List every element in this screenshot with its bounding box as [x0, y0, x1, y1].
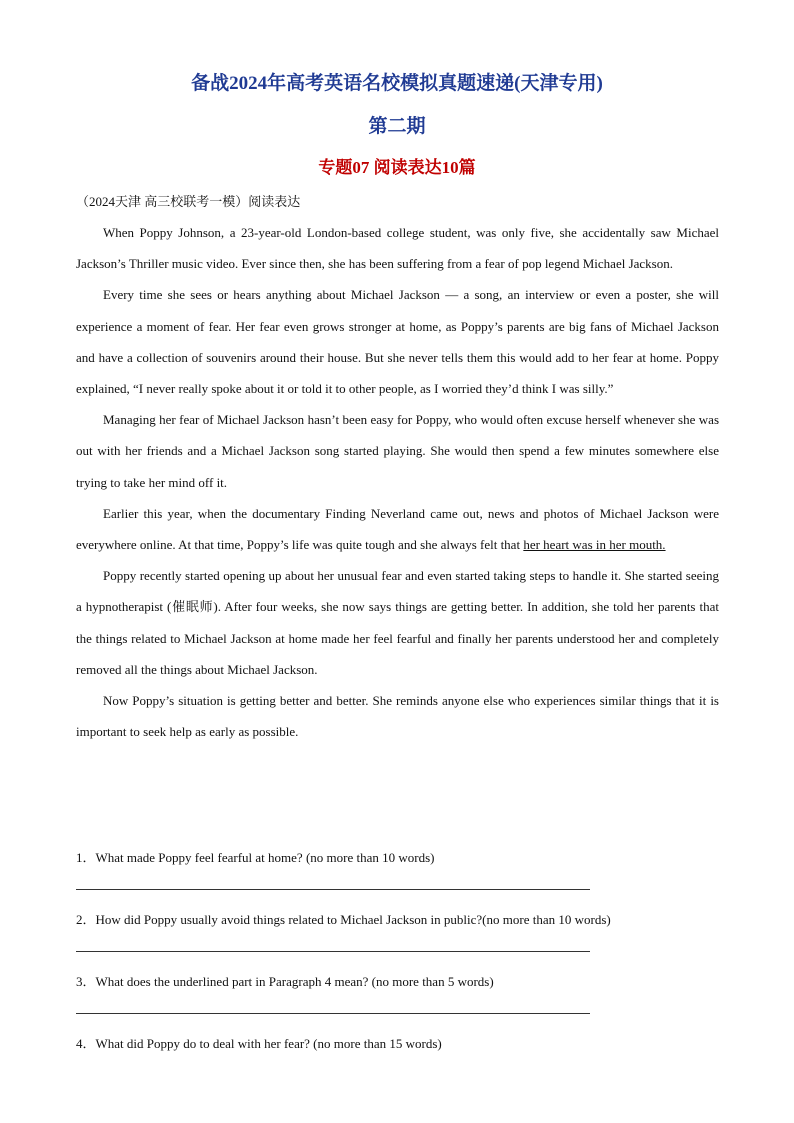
answer-rule	[76, 889, 590, 890]
paragraph-6: Now Poppy’s situation is getting better and better. She reminds anyone else who experiences similar things that it is important to seek help as early as possible.	[76, 693, 719, 740]
reading-passage	[76, 217, 719, 747]
underlined-phrase: her heart was in her mouth.	[523, 537, 666, 553]
answer-line-3[interactable]	[76, 997, 719, 1028]
answer-rule	[76, 951, 590, 952]
answer-line-2[interactable]	[76, 935, 719, 966]
paragraph-4	[76, 498, 719, 560]
issue-heading: 第二期	[368, 116, 426, 137]
paragraph-4-text: Earlier this year, when the documentary Finding Neverland came out, news and photos of Michael Jackson were everywhere online. At that time, Poppy’s life was quite tough and she always felt that	[76, 505, 719, 553]
document-title: 备战2024年高考英语名校模拟真题速递(天津专用)	[191, 73, 603, 94]
topic-heading: 专题07 阅读表达10篇	[318, 158, 476, 177]
answer-rule	[76, 1013, 590, 1014]
question-2: 2．How did Poppy usually avoid things related to Michael Jackson in public?(no more than 10 words)	[76, 912, 611, 927]
paragraph-1: When Poppy Johnson, a 23-year-old London-based college student, was only five, she accidentally saw Michael Jackson’s Thriller music video. Ever since then, she has been suffering from a fear of pop legend Michael Jackson.	[76, 225, 719, 272]
question-3: 3．What does the underlined part in Paragraph 4 mean? (no more than 5 words)	[76, 974, 494, 989]
paragraph-5: Poppy recently started opening up about her unusual fear and even started taking steps to handle it. She started seeing a hypnotherapist (催眠师). After four weeks, she now says things are getting better. In addition, she told her parents that the things related to Michael Jackson at home made her feel fearful and finally her parents understood her and completely removed all the things about Michael Jackson.	[76, 568, 719, 677]
exam-source-label: （2024天津 高三校联考一模）阅读表达	[76, 194, 301, 209]
question-4: 4．What did Poppy do to deal with her fear? (no more than 15 words)	[76, 1036, 442, 1051]
answer-line-1[interactable]	[76, 873, 719, 904]
paragraph-2: Every time she sees or hears anything about Michael Jackson — a song, an interview or even a poster, she will experience a moment of fear. Her fear even grows stronger at home, as Poppy’s parents are big fans of Michael Jackson and have a collection of souvenirs around their house. But she never tells them this would add to her fear at home. Poppy explained, “I never really spoke about it or told it to other people, as I worried they’d think I was silly.”	[76, 287, 719, 397]
paragraph-3: Managing her fear of Michael Jackson hasn’t been easy for Poppy, who would often excuse herself whenever she was out with her friends and a Michael Jackson song started playing. She would then spend a few minutes somewhere else trying to take her mind off it.	[76, 412, 719, 490]
question-list	[76, 842, 719, 1059]
question-1: 1．What made Poppy feel fearful at home? (no more than 10 words)	[76, 850, 435, 865]
